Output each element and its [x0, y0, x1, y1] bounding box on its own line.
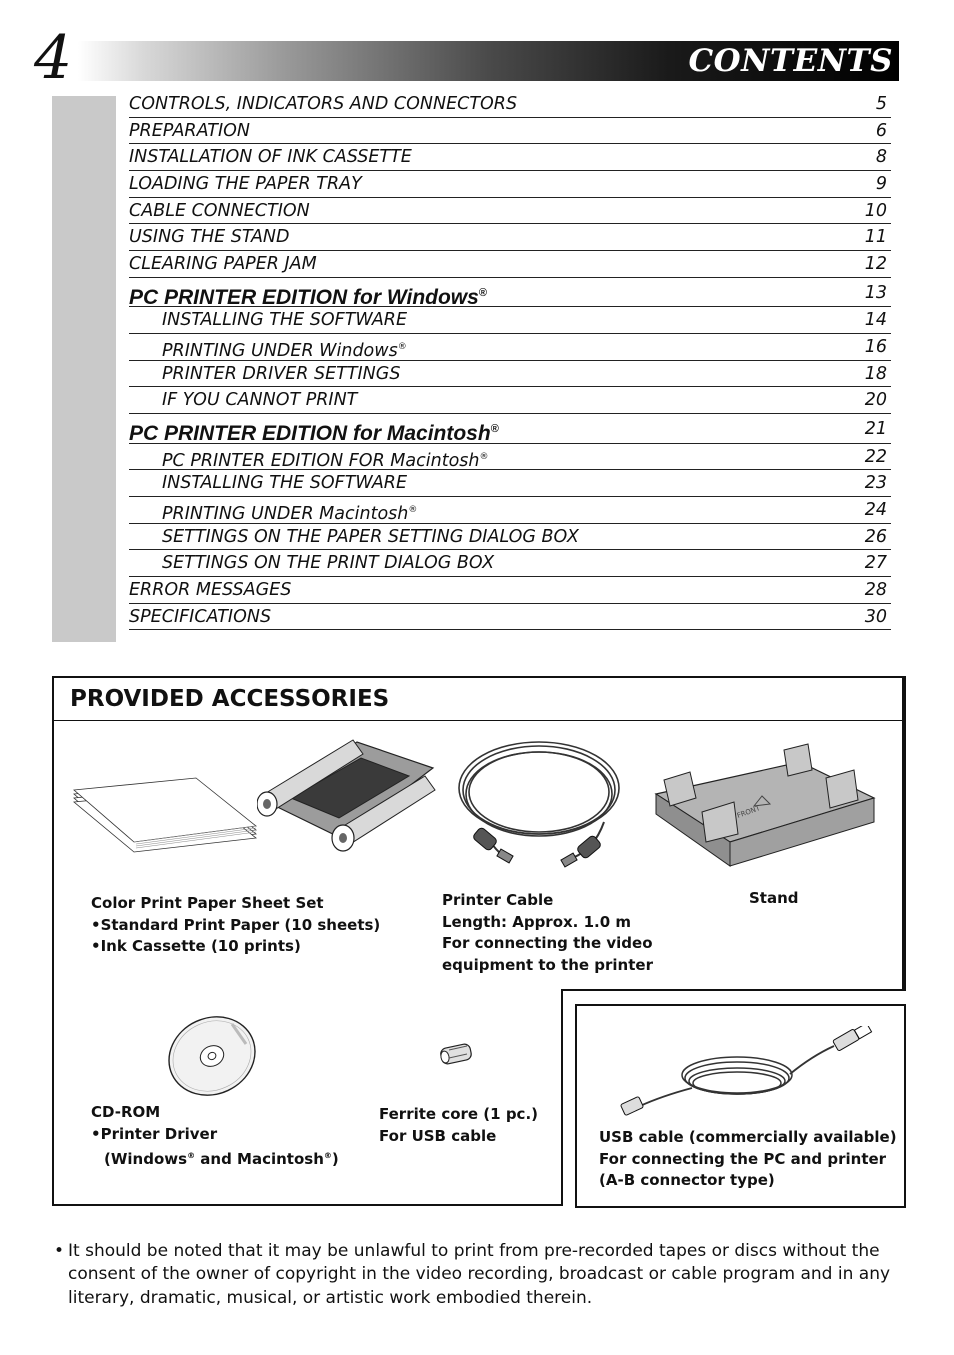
toc-row[interactable]	[129, 524, 891, 551]
toc-row[interactable]	[129, 251, 891, 278]
stand-embossed-text: FRONT	[735, 804, 762, 820]
toc-page: 10	[864, 200, 887, 221]
toc-label: PREPARATION	[129, 120, 250, 141]
note-bullet: •	[54, 1241, 65, 1261]
toc-page: 24	[864, 499, 887, 520]
toc-row[interactable]	[129, 470, 891, 497]
box-border	[902, 676, 904, 991]
usb-cable-caption: USB cable (commercially available) For connecting the PC and printer (A-B connector type)	[599, 1128, 897, 1189]
ferrite-core-illustration	[437, 1040, 477, 1070]
accessories-title-row	[54, 678, 904, 721]
printer-cable-caption: Printer Cable Length: Approx. 1.0 m For connecting the video equipment to the printer	[442, 891, 653, 974]
toc-page: 18	[864, 363, 887, 384]
toc-page: 5	[875, 94, 887, 114]
accessories-title: PROVIDED ACCESSORIES	[70, 686, 390, 712]
toc-page: 22	[864, 446, 887, 467]
toc-page: 27	[864, 553, 887, 574]
toc-label: PRINTING UNDER Windows®	[162, 340, 407, 361]
toc-page: 28	[864, 580, 887, 600]
paper-set-caption: Color Print Paper Sheet Set •Standard Print Paper (10 sheets) •Ink Cassette (10 prints)	[91, 894, 381, 955]
toc-section-row[interactable]	[129, 278, 891, 308]
toc-label: PRINTING UNDER Macintosh®	[162, 503, 418, 524]
toc-page: 13	[864, 282, 887, 303]
stand-illustration	[650, 742, 880, 868]
toc-page: 26	[864, 526, 887, 547]
toc-row[interactable]	[129, 444, 891, 471]
toc-row[interactable]	[129, 144, 891, 171]
toc-row[interactable]	[129, 361, 891, 388]
toc-row[interactable]	[129, 577, 891, 604]
usb-cable-illustration	[612, 1026, 882, 1122]
toc-label: PRINTER DRIVER SETTINGS	[162, 363, 401, 384]
header-bar	[78, 41, 899, 81]
toc-label: SPECIFICATIONS	[129, 606, 272, 627]
toc-page: 8	[875, 147, 887, 168]
toc-section-label: PC PRINTER EDITION for Macintosh®	[129, 422, 499, 446]
toc-row[interactable]	[129, 334, 891, 361]
ink-cassette-illustration	[257, 738, 437, 856]
toc-section-label: PC PRINTER EDITION for Windows®	[129, 285, 487, 309]
toc-row[interactable]	[129, 171, 891, 198]
toc-label: CONTROLS, INDICATORS AND CONNECTORS	[129, 94, 518, 114]
toc-row[interactable]	[129, 198, 891, 225]
toc-row[interactable]	[129, 91, 891, 118]
toc-page: 16	[864, 337, 887, 357]
toc-label: CABLE CONNECTION	[129, 200, 310, 221]
toc-side-bar	[52, 96, 116, 642]
toc-page: 11	[864, 227, 887, 248]
toc-label: INSTALLATION OF INK CASSETTE	[129, 147, 412, 168]
note-text: It should be noted that it may be unlawful to print from pre-recorded tapes or discs without the consent of the owner of copyright in the video recording, broadcast or cable program and in any literary, dramatic, musical, or artistic work embodied therein.	[68, 1241, 891, 1308]
toc-label: PC PRINTER EDITION FOR Macintosh®	[162, 450, 489, 471]
toc-section-row[interactable]	[129, 414, 891, 444]
cd-rom-illustration	[162, 1010, 266, 1100]
toc-label: ERROR MESSAGES	[129, 580, 292, 600]
toc-page: 6	[875, 120, 887, 141]
toc-page: 20	[864, 390, 887, 411]
toc-page: 14	[864, 310, 887, 331]
toc-page: 12	[864, 254, 887, 275]
toc-page: 9	[875, 174, 887, 195]
toc-row[interactable]	[129, 604, 891, 631]
toc-page: 23	[864, 473, 887, 494]
box-border	[561, 989, 904, 991]
toc-label: LOADING THE PAPER TRAY	[129, 174, 362, 195]
toc-label: SETTINGS ON THE PAPER SETTING DIALOG BOX	[162, 526, 579, 547]
toc-row[interactable]	[129, 497, 891, 524]
toc-page: 30	[864, 606, 887, 627]
page-number: 4	[34, 23, 73, 93]
cd-rom-caption: CD-ROM •Printer Driver (Windows® and Macintosh®)	[91, 1103, 339, 1168]
toc-label: USING THE STAND	[129, 227, 290, 248]
printer-cable-illustration	[454, 740, 624, 880]
toc-row[interactable]	[129, 224, 891, 251]
toc-label: INSTALLING THE SOFTWARE	[162, 310, 408, 331]
accessories-lower-box	[52, 989, 563, 1206]
toc-label: IF YOU CANNOT PRINT	[162, 390, 358, 411]
accessories-panel	[52, 676, 904, 1206]
page-title: CONTENTS	[688, 43, 893, 79]
toc-row[interactable]	[129, 387, 891, 414]
print-paper-illustration	[70, 776, 260, 856]
toc-row[interactable]	[129, 550, 891, 577]
copyright-note	[54, 1240, 894, 1310]
toc-row[interactable]	[129, 307, 891, 334]
toc-label: SETTINGS ON THE PRINT DIALOG BOX	[162, 553, 495, 574]
toc-page: 21	[864, 419, 887, 440]
toc-row[interactable]	[129, 118, 891, 145]
ferrite-core-caption: Ferrite core (1 pc.) For USB cable	[379, 1105, 539, 1145]
toc-label: INSTALLING THE SOFTWARE	[162, 473, 408, 494]
toc-label: CLEARING PAPER JAM	[129, 254, 317, 275]
table-of-contents	[129, 91, 891, 630]
stand-caption: Stand	[749, 889, 799, 907]
